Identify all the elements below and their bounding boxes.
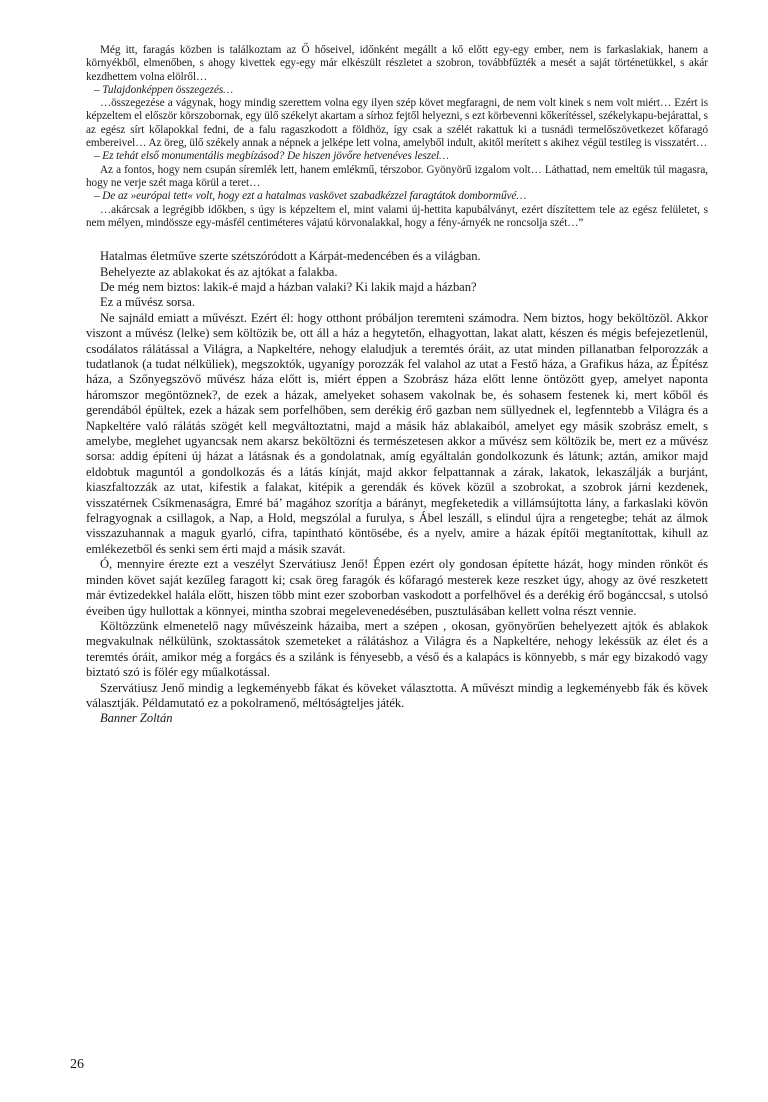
essay-paragraph: Hatalmas életműve szerte szétszóródott a Kárpát-medencében és a világban. xyxy=(100,249,481,264)
essay-paragraph: Ne sajnáld emiatt a művészt. Ezért él: hogy otthont próbáljon teremteni számodra. Nem biztos, hogy beköltözöl. Akkor viszont a művész (lelke) sem költözik be, ott áll a ház a hegytetőn, elhagyottan, lakat alatt, készen és mégis befejezetlenül, csodálatos rálátással a Világra, a Napkeltére, nehogy elaludjuk a teremtés óráit, az utat minden pillanatban felporozzák a tudatlanok (a tudat nélküliek), megszoktók, ugyanígy porozzák fel valahol az utat a Festő háza, a Grafikus háza, az Építész háza, a Szőnyegszövő művész háza előtt is, miért éppen a Szobrász háza előtt lenne öntözött gyep, amelyet naponta háromszor megöntöznek?, de ezek a házak, amelyeket sohasem vakolnak be, és sohasem festenek ki, mert kőből és gerendából épültek, ezek a házak sem porfelhőben, sem derékig érő gazban nem süllyednek el, legfenntebb a Világra és a Napkeltére való rálátás szögét kell megváltoztatni, majd a másik ház ablakaiból, amelyet egy másik szobrász emelt, s amelybe, meglehet ugyancsak nem akarsz beköltözni és természetesen akkor a művész sem költözik be, mert ez a művész sorsa: addig építeni új házat a látásnak és a gondolatnak, amíg egyáltalán gondolkozunk és látunk; aztán, amikor majd eldobtuk maguntól a gondolkozás és a látás kínját, majd akkor felpattannak a zárak, lakatok, lekaszálják a burjánt, kiaszfaltozzák az utat, kifestik a falakat, kitépik a gerendák és kövek közül a szobrokat, a szobrok járni kezdenek, visszatérnek Csíkmenaságra, Emré bá’ magához szorítja a bárányt, megfeketedik a villámsújtotta lány, a farkaslaki kövön felragyognak a csillagok, a Nap, a Hold, megszólal a furulya, s Ábel leszáll, s elindul újra a rengetegbe; tehát az álmok visszazuhannak a maguk gyarló, cifra, tapintható köntösébe, és a nyelv, amire a házak építői megtanítottak, kihull az emlékezetből és senki sem érti majd a másik szavát. xyxy=(86,310,708,556)
interview-answer: …összegezése a vágynak, hogy mindig szerettem volna egy ilyen szép követ megfaragni, de nem volt kinek s nem volt miért… Ezért is képzeltem el először körszobornak, egy ülő székelyt akartam a sírhoz fejtől helyezni, s ezt körbevenni kőkerítéssel, székelykapu-bejárattal, s az egész sírt kőlapokkal fedni, de a falu ragaszkodott a földhöz, így csak a szélét rakattuk ki a tusnádi termelőszövetkezet kőfaragó embereivel… Az öreg, ülő székely annak a népnek a jelképe lett volna, amelyből indult, akitől merített s akihez végül testileg is visszatért… xyxy=(86,97,708,150)
essay-paragraph: Szervátiusz Jenő mindig a legkeményebb fákat és köveket választotta. A művészt mindig a legkeményebb fák és kövek választják. Példamutató ez a pokolramenő, méltóságteljes játék. xyxy=(86,680,708,710)
author-signature: Banner Zoltán xyxy=(100,711,173,726)
essay-section xyxy=(86,249,708,727)
interview-question: – De az »európai tett« volt, hogy ezt a hatalmas vaskövet szabadkézzel faragtátok domborművé… xyxy=(94,190,527,203)
page-number: 26 xyxy=(70,1057,84,1072)
interview-question: – Ez tehát első monumentális megbízásod? De hiszen jövőre hetvenéves leszel… xyxy=(94,150,449,163)
page xyxy=(86,44,708,727)
interview-answer: Az a fontos, hogy nem csupán síremlék lett, hanem emlékmű, térszobor. Gyönyörű izgalom volt… Láthattad, nem emeltük túl magasra, hogy ne verje szét maga körül a teret… xyxy=(86,163,708,189)
essay-paragraph: Ó, mennyire érezte ezt a veszélyt Szervátiusz Jenő! Éppen ezért oly gondosan építette házát, hogy minden rönköt és minden követ saját kezűleg faragott ki; csak öreg faragók és kőfaragó mesterek keze reszket úgy, ahogy az övé reszketett már évtizedekkel halála előtt, hiszen több mint ezer szoborban vaskodott a porfelhővel és a derékig érő bogánccsal, s utolsó éveiben úgy hullottak a könnyei, mintha szobrai megelevenedésében, pusztulásában kellett volna részt vennie. xyxy=(86,557,708,618)
essay-paragraph: De még nem biztos: lakik-é majd a házban valaki? Ki lakik majd a házban? xyxy=(100,279,477,294)
interview-question: – Tulajdonképpen összegezés… xyxy=(94,83,234,96)
interview-answer: …akárcsak a legrégibb időkben, s úgy is képzeltem el, mint valami új-hettita kapubálványt, ezért díszítettem tele az egész felületet, s nem mélyen, mindössze egy-másfél centiméteres vájatú körvonalakkal, hogy a fény-árnyék ne roncsolja szét…” xyxy=(86,203,708,229)
essay-paragraph: Költözzünk elmenetelő nagy művészeink házaiba, mert a szépen , okosan, gyönyörűen behelyezett ajtók és ablakok megvakulnak nélkülünk, szoktassátok szemeteket a rálátáshoz a Világra és a Napkeltére, nehogy lekéssük az élet és a teremtés óráit, amikor még a forgács és a szilánk is fényesebb, a véső és a kalapács is könnyebb, s már egy bizakodó vagy biztató szó is fölér egy műalkotással. xyxy=(86,618,708,680)
essay-paragraph: Behelyezte az ablakokat és az ajtókat a falakba. xyxy=(100,264,338,279)
essay-paragraph: Ez a művész sorsa. xyxy=(100,295,195,310)
interview-answer: Még itt, faragás közben is találkoztam az Ő hőseivel, időnként megállt a kő előtt egy-egy ember, nem is farkaslakiak, hanem a környékből, elmenőben, s ahogy kivettek egy-egy már elkészült részletet a szobron, továbbfűzték a mesét a saját történetükkel, s akár kezdhettem volna elölről… xyxy=(86,44,708,83)
interview-section xyxy=(86,44,708,230)
